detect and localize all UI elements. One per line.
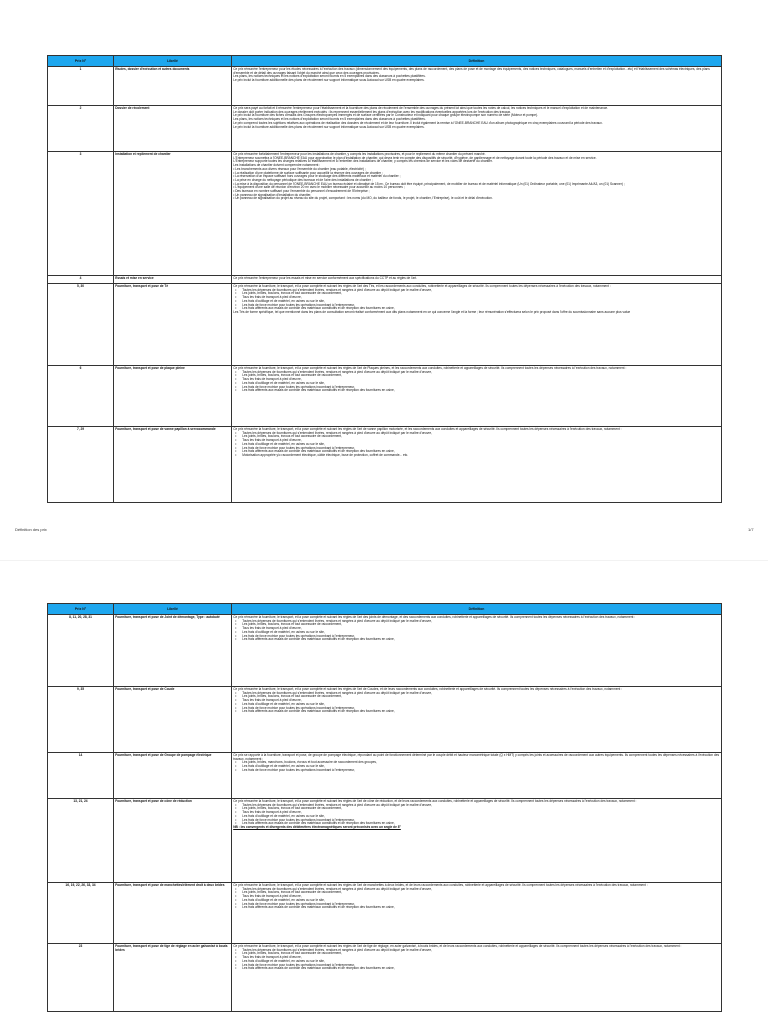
table-row: [48, 276, 722, 284]
price-definition: [232, 615, 722, 687]
definition-text: Ce prix rémunère la fourniture, le transport, et la pose complète et suivant les règles de l'art de Plaques pleines, et les raccordements aux conduites, robinetterie et appareillages de sécurité. Ils comprennent toutes les dépenses nécessaires à l'exécution des travaux, notamment :: [233, 366, 627, 370]
header-definition: Définition: [232, 604, 722, 615]
definition-bullet: • Tous les frais de transport à pied d'œuvre,: [233, 627, 720, 631]
definition-bullet: • Les joints, brides, manchons, boulons, écrous et tout accessoire de raccordement des groupes,: [233, 761, 720, 765]
definition-bullet: • Les frais d'outillage et de matériel, en usines ou sur le site,: [233, 631, 720, 635]
definition-text: Ce prix se rapporte à la fourniture, transport et pose, de groupe de pompage électrique, répondant au point de fonctionnement déterminé par le couple débit et hauteur manométrique totale (Q x HMT) y compris les joints et accessoires de raccordement aux autres équipements. Ils comprennent toutes les dépenses nécessaires à l'exécution des travaux, notamment :: [233, 753, 720, 761]
definition-bullet: • Les frais afférents aux essais de contrôle des matériaux constitutifs et de réception des fournitures en usine,: [233, 638, 720, 642]
definition-bullet: • Tous les frais de transport à pied d'œuvre,: [233, 895, 720, 899]
price-number: 23: [48, 944, 114, 1012]
footer-title: Définition des prix: [15, 527, 47, 532]
definition-bullet: • Les frais d'outillage et de matériel, en usines ou sur le site,: [233, 443, 720, 447]
table-row: [48, 284, 722, 366]
table-row: [48, 944, 722, 1012]
definition-bullet: • Les frais afférents aux essais de contrôle des matériaux constitutifs et de réception des fournitures en usine,: [233, 450, 720, 454]
definition-bullet: • Les frais de force motrice pour toutes les opérations incombant à l'entrepreneur,: [233, 964, 720, 968]
definition-bullet: • Tous les frais de transport à pied d'œuvre,: [233, 296, 720, 300]
definition-bullet: • Les frais de force motrice pour toutes les opérations incombant à l'entrepreneur,: [233, 386, 720, 390]
definition-text: Ce prix rémunère la fourniture, le transport, et la pose complète et suivant les règles de l'art des Tés, et les raccordements aux conduites, robinetterie et appareillages de sécurité. Ils comprennent toutes les dépenses nécessaires à l'exécution des travaux, notamment :: [233, 284, 611, 288]
definition-bullet: • Les joints, brides, boulons, écrous et tout accessoire de raccordement,: [233, 374, 720, 378]
price-definition: [232, 67, 722, 106]
definition-bullet: • Les joints, brides, boulons, écrous et tout accessoire de raccordement,: [233, 952, 720, 956]
price-definition: [232, 276, 722, 284]
definition-text: Ce prix rémunère la fourniture, le transport, et la pose complète et suivant les règles de l'art de Coudes, et de leurs raccordements aux conduites, robinetterie et appareillages de sécurité. Ils comprennent toutes les dépenses nécessaires à l'exécution des travaux, notamment :: [233, 687, 623, 691]
table-row: [48, 615, 722, 687]
definition-text: Ce prix sera payé au forfait et il rémunère l'entrepreneur pour l'établissement et la fourniture des plans de récolement de l'ensemble des ouvrages du présent lot ainsi que toutes les notes de calcul, les notices techniques et le manuel d'exploitation et de maintenance. Le dossier doit porter indication des ouvrages réellement exécutés : ils reprennent essentiellement les plans d'exécution avec les modifications éventuelles apportées lors de l'exécution des travaux. Le prix inclut la fourniture des fiches d'essais des Groupes électropompes immergés et de surface certifiées par le Constructeur et indiquant pour chaque groupe électropompe son numéro de série (Moteur et pompe). Les plans, les notices techniques et les notices d'exploitation seront fournis en 5 exemplaires dans des classeurs à pochettes plastifiées. Le prix comprend toutes les sujétions relatives aux opérations de réalisation des dossiers de récolement et de leur fourniture. Il inclut également la remise à l'ONEE-BRANCHE EAU d'un album photographique en cinq exemplaires couvrant la période des travaux. Le prix inclut la fourniture additionnelle des plans de récolement sur support informatique sous Autocad sur USB en quatre exemplaires.: [233, 106, 609, 129]
definition-bullet: • Les joints, brides, boulons, écrous et tout accessoire de raccordement,: [233, 695, 720, 699]
definition-text: Ce prix rémunère la fourniture, le transport, et la pose complète et suivant les règles de l'art de vanne papillon motorisée, et les raccordements aux conduites et appareillages de sécurité. Ils comprennent toutes les dépenses nécessaires à l'exécution des travaux, notamment :: [233, 427, 622, 431]
table-header-row: [48, 56, 722, 67]
definition-bullet: • Toutes les dépenses de fournitures qui s'entendent livrées, rendues et rangées à pied d'œuvre au dépôt indiqué par le maître d'œuvre,: [233, 371, 720, 375]
table-row: [48, 152, 722, 276]
definition-text: Ce prix rémunère la fourniture, le transport, et la pose complète et suivant les règles de l'art de tige de réglage, en acier galvanisé, à bouts brides, et de leurs raccordements aux conduites, robinetterie et appareillages de sécurité. Ils comprennent toutes les dépenses nécessaires à l'exécution des travaux, notamment :: [233, 944, 682, 948]
definition-text: Ce prix rémunère l'entrepreneur pour les études nécessaires à l'exécution des travaux (dimensionnement des équipements, des plans de raccordement, des plans de pose et de montage des équipements, des notices techniques, catalogues, manuels d'entretien et d'exploitation...etc) et l'établissement des schémas électriques, des plans d'ensemble et de détail des ouvrages faisant l'objet du marché ainsi que ceux des ouvrages provisoires. Les plans, les notices techniques et les notices d'exploitation seront fournis en 5 exemplaires dans des classeurs à pochettes plastifiées. Le prix inclut la fourniture additionnelle des plans de récolement sur support informatique sous Autocad sur USB en quatre exemplaires.: [233, 67, 710, 83]
definition-bullet: • Les frais afférents aux essais de contrôle des matériaux constitutifs et de réception des fournitures en usine,: [233, 906, 720, 910]
price-label: Fourniture, transport et pose de Joint de démontage, Type : autobuté: [114, 615, 232, 687]
price-label: Fourniture, transport et pose de Groupe de pompage électrique: [114, 753, 232, 799]
price-definition: [232, 687, 722, 753]
definition-bullet: • Les frais afférents aux essais de contrôle des matériaux constitutifs et de réception des fournitures en usine,: [233, 307, 720, 311]
price-label: Fourniture, transport et pose de plaque pleine: [114, 366, 232, 427]
price-number: 6: [48, 366, 114, 427]
definition-text: Ce prix rémunère la fourniture, le transport, et la pose complète et suivant les règles de l'art de cône de réduction, et de leurs raccordements aux conduites, robinetterie et appareillages de sécurité. Ils comprennent toutes les dépenses nécessaires à l'exécution des travaux, notamment :: [233, 799, 637, 803]
definition-bullet: • Les frais d'outillage et de matériel, en usines ou sur le site,: [233, 382, 720, 386]
price-label: Dossier de récolement: [114, 106, 232, 152]
price-definition: [232, 152, 722, 276]
price-number: 9, 35: [48, 687, 114, 753]
header-libelle: Libellé: [114, 604, 232, 615]
footer-page-number: 1/7: [748, 527, 754, 532]
price-label: Fourniture, transport et pose de Té: [114, 284, 232, 366]
price-definition: [232, 799, 722, 883]
table-row: [48, 427, 722, 503]
page-separator: [0, 560, 768, 561]
price-number: 1: [48, 67, 114, 106]
price-label: Fourniture, transport et pose de manchettes/élément droit à deux brides: [114, 883, 232, 944]
price-number: 4: [48, 276, 114, 284]
price-definition: [232, 427, 722, 503]
definition-bullet: • Toutes les dépenses de fournitures qui s'entendent livrées, rendues et rangées à pied d'œuvre au dépôt indiqué par le maître d'œuvre,: [233, 949, 720, 953]
table-row: [48, 883, 722, 944]
definition-bullet: • Toutes les dépenses de fournitures qui s'entendent livrées, rendues et rangées à pied d'œuvre au dépôt indiqué par le maître d'œuvre,: [233, 692, 720, 696]
table-header-row: [48, 604, 722, 615]
definition-bullet: • Tous les frais de transport à pied d'œuvre,: [233, 439, 720, 443]
table-row: [48, 366, 722, 427]
definition-bullet: • Les joints, brides, boulons, écrous et tout accessoire de raccordement,: [233, 891, 720, 895]
header-libelle: Libellé: [114, 56, 232, 67]
definition-text: Ce prix rémunère la fourniture, le transport, et la pose complète et suivant les règles de l'art des joints de démontage, et des raccordements aux conduites, robinetterie et appareillages de sécurité. Ils comprennent toutes les dépenses nécessaires à l'exécution des travaux, notamment :: [233, 615, 636, 619]
definition-bullet: • Les joints, brides, boulons, écrous et tout accessoire de raccordement,: [233, 623, 720, 627]
price-label: Fourniture, transport et pose de Coude: [114, 687, 232, 753]
definition-bullet: • Toutes les dépenses de fournitures qui s'entendent livrées, rendues et rangées à pied d'œuvre au dépôt indiqué par le maître d'œuvre,: [233, 620, 720, 624]
definition-bullet: • Tous les frais de transport à pied d'œuvre,: [233, 699, 720, 703]
definition-bullet: • Les frais de force motrice pour toutes les opérations incombant à l'entrepreneur,: [233, 304, 720, 308]
definition-bullet: • Motorisation appropriée y/c raccordement électrique, câble électrique, buse de protection, coffret de commande... etc.: [233, 454, 720, 458]
price-definition-table-page-2: [47, 603, 722, 1012]
price-definition: [232, 366, 722, 427]
price-number: 14: [48, 753, 114, 799]
definition-bullet: • Les joints, brides, boulons, écrous et tout accessoire de raccordement,: [233, 435, 720, 439]
header-prix-no: Prix N°: [48, 604, 114, 615]
table-row: [48, 67, 722, 106]
definition-note: NB : les convergents et divergents des débitmètres électromagnétiques seront préconisés avec un angle de 8°: [233, 824, 401, 829]
definition-bullet: • Les frais de force motrice pour toutes les opérations incombant à l'entrepreneur,: [233, 903, 720, 907]
price-label: Fourniture, transport et pose de tige de réglage en acier galvanisé à bouts brides: [114, 944, 232, 1012]
price-definition: [232, 753, 722, 799]
definition-bullet: • Les frais de force motrice pour toutes les opérations incombant à l'entrepreneur,: [233, 635, 720, 639]
definition-text: Ce prix rémunère la fourniture, le transport, et la pose complète et suivant les règles de l'art de manchettes à deux brides, et de leurs raccordements aux conduites, robinetterie et appareillages de sécurité. Ils comprennent toutes les dépenses nécessaires à l'exécution des travaux, notamment :: [233, 883, 648, 887]
definition-bullet: • Les frais d'outillage et de matériel, en usines ou sur le site,: [233, 960, 720, 964]
definition-bullet: • Les frais d'outillage et de matériel, en usines ou sur le site,: [233, 899, 720, 903]
price-definition-table-page-1: [47, 55, 722, 503]
price-number: 16, 19, 22, 26, 33, 34: [48, 883, 114, 944]
definition-bullet: • Les frais de force motrice pour toutes les opérations incombant à l'entrepreneur,: [233, 769, 720, 773]
definition-bullet: • Les frais afférents aux essais de contrôle des matériaux constitutifs et de réception des fournitures en usine,: [233, 967, 720, 971]
definition-text: Ce prix rémunère l'entrepreneur pour les essais et mise en service conformément aux spécifications du CCTP et au règles de l'art.: [233, 276, 418, 280]
definition-bullet: • Tous les frais de transport à pied d'œuvre,: [233, 956, 720, 960]
price-number: 2: [48, 106, 114, 152]
price-label: Installation et repliement de chantier: [114, 152, 232, 276]
definition-bullet: • Les frais de force motrice pour toutes les opérations incombant à l'entrepreneur,: [233, 447, 720, 451]
definition-bullet: • Tous les frais de transport à pied d'œuvre,: [233, 378, 720, 382]
price-definition: [232, 284, 722, 366]
table-row: [48, 106, 722, 152]
definition-bullet: • Les frais d'outillage et de matériel, en usines ou sur le site,: [233, 765, 720, 769]
price-definition: [232, 106, 722, 152]
definition-bullet: • Toutes les dépenses de fournitures qui s'entendent livrées, rendues et rangées à pied d'œuvre au dépôt indiqué par le maître d'œuvre,: [233, 432, 720, 436]
price-number: 13, 21, 24: [48, 799, 114, 883]
table-row: [48, 687, 722, 753]
definition-bullet: • Toutes les dépenses de fournitures qui s'entendent livrées, rendues et rangées à pied d'œuvre au dépôt indiqué par le maître d'œuvre,: [233, 888, 720, 892]
definition-bullet: • Tous les frais de transport à pied d'œuvre,: [233, 811, 720, 815]
definition-bullet: • Les frais de force motrice pour toutes les opérations incombant à l'entrepreneur,: [233, 819, 720, 823]
definition-bullet: • Les frais de force motrice pour toutes les opérations incombant à l'entrepreneur,: [233, 707, 720, 711]
header-prix-no: Prix N°: [48, 56, 114, 67]
price-label: Essais et mise en service: [114, 276, 232, 284]
table-row: [48, 753, 722, 799]
price-number: 8, 11, 20, 28, 31: [48, 615, 114, 687]
price-definition: [232, 883, 722, 944]
price-number: 3: [48, 152, 114, 276]
definition-bullet: • Les frais d'outillage et de matériel, en usines ou sur le site,: [233, 703, 720, 707]
definition-bullet: • Les frais d'outillage et de matériel, en usines ou sur le site,: [233, 815, 720, 819]
header-definition: Définition: [232, 56, 722, 67]
price-definition: [232, 944, 722, 1012]
definition-text: Ce prix rémunère forfaitairement l'entrepreneur pour les installations de chantier, y compris les installations provisoires, et pour le repliement du même chantier du présent marché. L'Entrepreneur soumettra à l'ONEE-BRANCHE EAU pour approbation le plan d'installation de chantier, qui devra tenir en compte des dispositifs de sécurité, d'hygiène, de gardiennage et de nettoyage durant toute la période des travaux et de mise en service. L'Entrepreneur supporte toutes les charges relatives à l'établissement et à l'entretien des installations de chantier, y compris les chemins de service et les voies de desserte du chantier. Les installations de chantier doivent comprendre notamment : • Les branchements aux divers réseaux pour l'ensemble du chantier (eau potable, électricité) ; • La réalisation d'une plateforme de surface suffisante pour accueillir la réserve des ouvrages de chantier ; • La réservation d'un espace suffisant hors ouvrages pour le stockage des différents matériaux et matériel du chantier ; • La prise en charge du nettoyage périodique des bureaux et de l'aire des installations de chantier ; • La mise à la disposition du personnel de l'ONEE-BRANCHE EAU un bureau éclairé et climatisé de 15 m². Ce bureau doit être équipé, principalement, de mobilier de bureau et de matériel informatique (Un (01) Ordinateur portable, une (01) Imprimante A4/A3, un (01) Scanner) ; • L'équipement d'une salle de réunion d'environ 20 m² avec le mobilier nécessaire pour accueillir au moins 10 personnes ; • Des bureaux en nombre suffisant pour l'ensemble du personnel d'encadrement de l'Entreprise ; • Un panneau de signalisation d'installation du chantier. • Un panneau de signalisation du projet au niveau du site du projet, comportant : les noms (du MO, du bailleur de fonds, le projet, le chantier, l'Entreprise), le coût et le délai d'exécution.: [233, 152, 625, 201]
price-number: 5, 30: [48, 284, 114, 366]
table-row: [48, 799, 722, 883]
price-number: 7, 29: [48, 427, 114, 503]
definition-bullet: • Toutes les dépenses de fournitures qui s'entendent livrées, rendues et rangées à pied d'œuvre au dépôt indiqué par le maître d'œuvre,: [233, 804, 720, 808]
definition-tail-text: Les Tés de forme spécifique, tel que mentionné dans les plans de consultation seront réalisé conformément aux dits plans notamment en ce qui concerne l'angle et la forme ; leur rémunération s'effectuera selon le prix proposé dans l'offre du soumissionnaire sans aucune plus value: [233, 309, 631, 314]
definition-bullet: • Les frais afférents aux essais de contrôle des matériaux constitutifs et de réception des fournitures en usine,: [233, 822, 720, 826]
definition-bullet: • Les joints, brides, boulons, écrous et tout accessoire de raccordement,: [233, 807, 720, 811]
definition-bullet: • Les frais afférents aux essais de contrôle des matériaux constitutifs et de réception des fournitures en usine,: [233, 710, 720, 714]
definition-bullet: • Toutes les dépenses de fournitures qui s'entendent livrées, rendues et rangées à pied d'œuvre au dépôt indiqué par le maître d'œuvre,: [233, 289, 720, 293]
definition-bullet: • Les frais d'outillage et de matériel, en usines ou sur le site,: [233, 300, 720, 304]
price-label: Fourniture, transport et pose de cône de réduction: [114, 799, 232, 883]
price-label: Etudes, dossier d'exécution et autres documents: [114, 67, 232, 106]
definition-bullet: • Les joints, brides, boulons, écrous et tout accessoire de raccordement,: [233, 292, 720, 296]
price-label: Fourniture, transport et pose de vanne papillon à servocommande: [114, 427, 232, 503]
definition-bullet: • Les frais afférents aux essais de contrôle des matériaux constitutifs et de réception des fournitures en usine,: [233, 389, 720, 393]
